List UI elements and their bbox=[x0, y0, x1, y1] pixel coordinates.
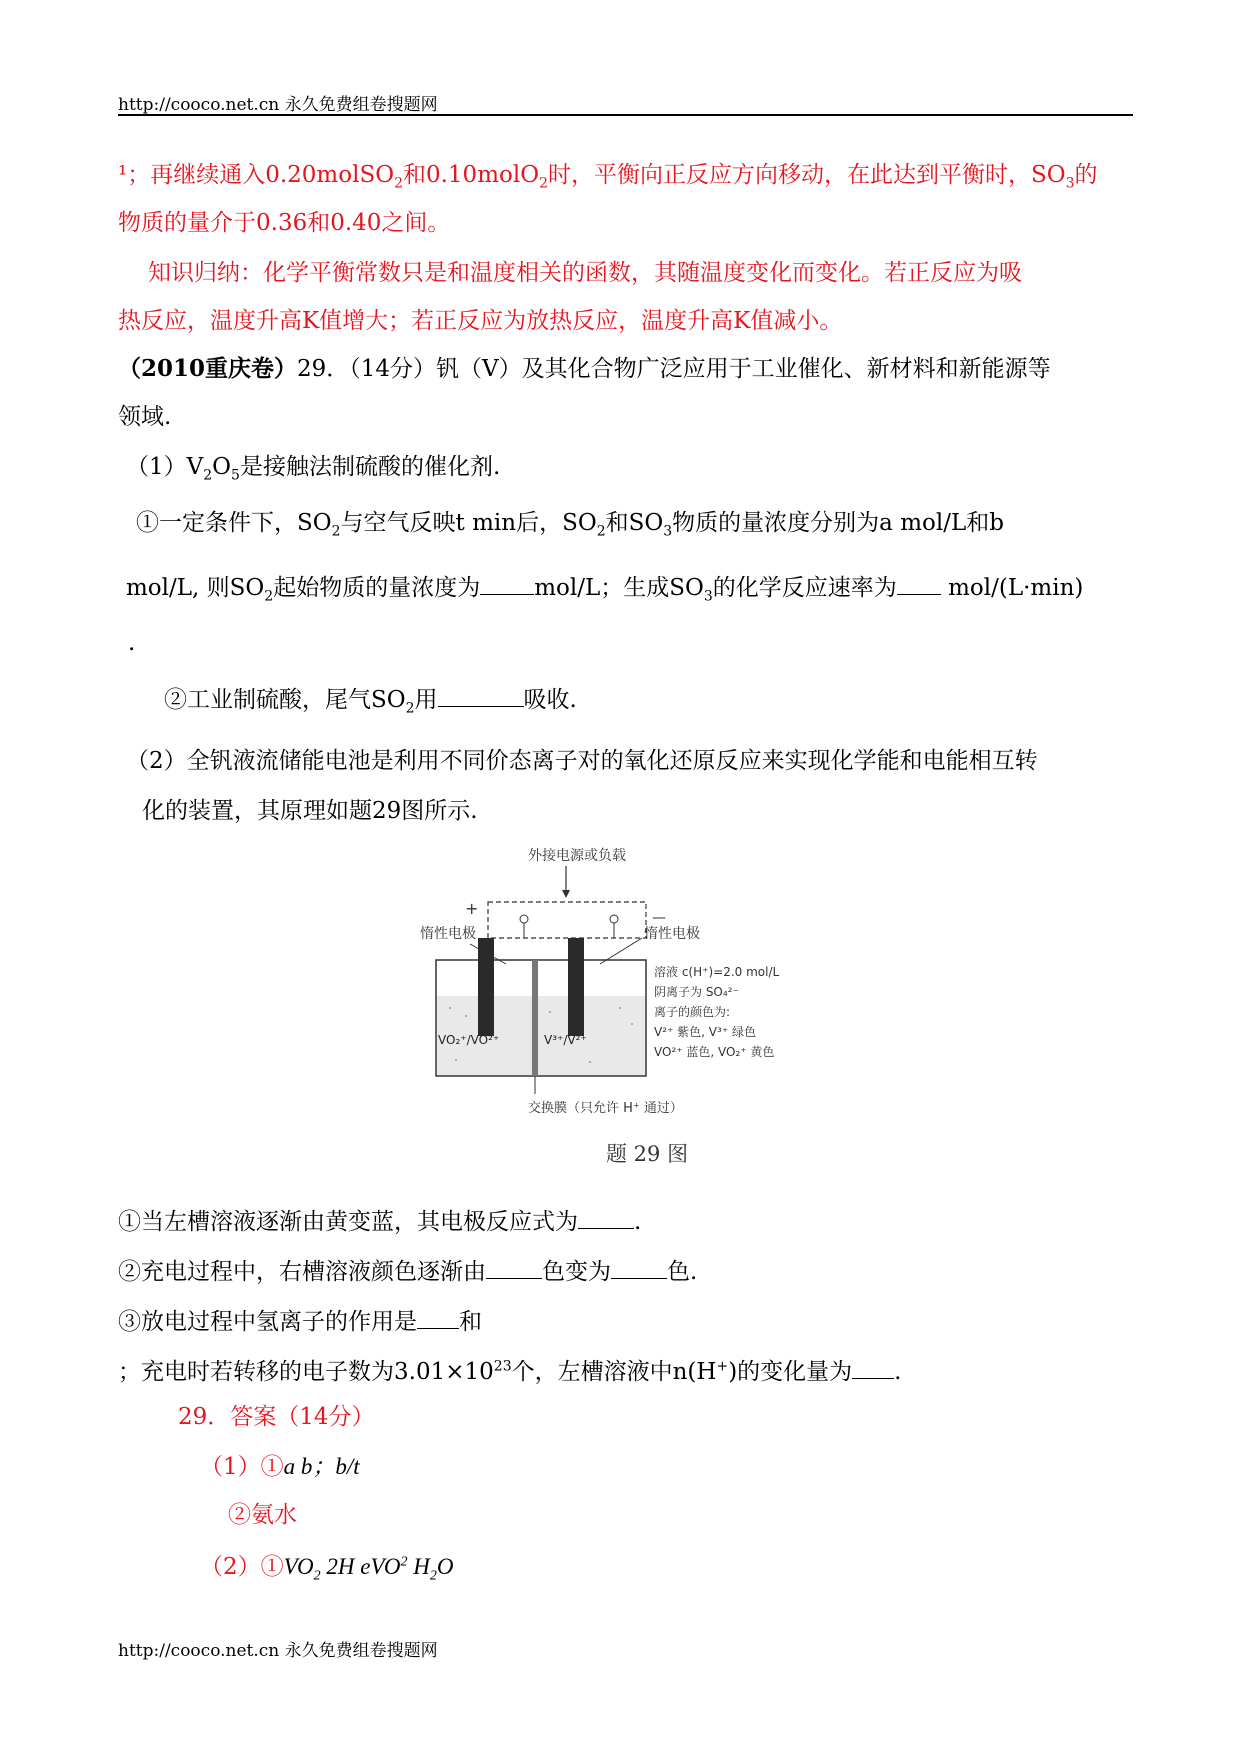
sub-question-3: ③放电过程中氢离子的作用是 和 bbox=[118, 1306, 482, 1337]
exchange-membrane bbox=[532, 960, 538, 1076]
answer-blank[interactable] bbox=[438, 684, 524, 707]
question-2-line-2: 化的装置，其原理如题29图所示. bbox=[142, 798, 478, 824]
plus-terminal: + bbox=[465, 899, 479, 918]
left-electrode bbox=[478, 938, 494, 1036]
solution-info-1: 溶液 c(H⁺)=2.0 mol/L bbox=[654, 965, 780, 979]
external-source-label: 外接电源或负载 bbox=[528, 848, 626, 864]
page-header: http://cooco.net.cn 永久免费组卷搜题网 bbox=[118, 95, 438, 115]
solution-info-3: 离子的颜色为: bbox=[654, 1005, 731, 1019]
answer-1-2: ②氨水 bbox=[228, 1502, 297, 1528]
answer-blank[interactable] bbox=[486, 1256, 542, 1279]
solution-info-2: 阴离子为 SO₄²⁻ bbox=[654, 985, 739, 999]
question-1-1-line-2: mol/L, 则$SO_2$起始物质的量浓度为 mol/L；生成$SO_3$的化学反应速率为 mol/(L·min) bbox=[126, 572, 1083, 603]
answer-blank[interactable] bbox=[578, 1206, 634, 1229]
external-load-box bbox=[488, 902, 646, 938]
knowledge-note-line-1: 知识归纳：化学平衡常数只是和温度相关的函数，其随温度变化而变化。若正反应为吸 bbox=[148, 260, 1022, 286]
answer-2-1: $(2)①VO_2$ 2H eVO$^2$ $H_2O$ bbox=[200, 1554, 454, 1584]
left-tank-ions: VO₂⁺/VO²⁺ bbox=[438, 1033, 500, 1047]
figure-caption: 题 29 图 bbox=[606, 1142, 689, 1166]
answer-continuation-line-1: ¹；再继续通入0.20molSO$_2$和0.10molO$_2$时，平衡向正反应方向移动，在此达到平衡时，$SO_3$的 bbox=[118, 162, 1098, 192]
left-electrode-label: 惰性电极 bbox=[420, 926, 476, 942]
header-rule bbox=[118, 114, 1133, 116]
membrane-label: 交换膜（只允许 H⁺ 通过） bbox=[528, 1101, 683, 1116]
minus-terminal: — bbox=[652, 910, 666, 926]
solution-info-5: VO²⁺ 蓝色, VO₂⁺ 黄色 bbox=[654, 1045, 775, 1059]
problem-source: （2010重庆卷） bbox=[118, 355, 298, 382]
question-1-1-dot: . bbox=[128, 630, 136, 656]
question-1: $(1)V_2O_5$是接触法制硫酸的催化剂. bbox=[126, 454, 501, 484]
sub-question-1: ①当左槽溶液逐渐由黄变蓝，其电极反应式为 . bbox=[118, 1206, 641, 1237]
sub-question-2: ②充电过程中，右槽溶液颜色逐渐由 色变为 色. bbox=[118, 1256, 697, 1287]
solution-info-4: V²⁺ 紫色, V³⁺ 绿色 bbox=[654, 1025, 756, 1039]
problem-title-line-1: （2010重庆卷）29．（14分）钒（V）及其化合物广泛应用于工业催化、新材料和新能源等 bbox=[118, 355, 1051, 382]
answer-blank[interactable] bbox=[611, 1256, 667, 1279]
answer-blank[interactable] bbox=[852, 1356, 894, 1379]
right-tank-ions: V³⁺/V²⁺ bbox=[544, 1033, 587, 1047]
answer-title: 29．答案（14分） bbox=[178, 1404, 375, 1430]
answer-1-1: （1）①a b；b/t bbox=[200, 1454, 360, 1480]
answer-continuation-line-2: 物质的量介于0.36和0.40之间。 bbox=[118, 210, 451, 236]
question-1-2: ②工业制硫酸，尾气$SO_2$用 吸收. bbox=[164, 684, 577, 715]
answer-blank[interactable] bbox=[417, 1306, 459, 1329]
right-electrode bbox=[568, 938, 584, 1036]
answer-blank[interactable] bbox=[480, 572, 534, 595]
sub-question-4: ；充电时若转移的电子数为$3.01\times 10^{23}$个，左槽溶液中n(H+)的变化量为 . bbox=[118, 1356, 901, 1387]
knowledge-note-line-2: 热反应，温度升高K值增大；若正反应为放热反应，温度升高K值减小。 bbox=[118, 308, 843, 334]
question-1-1-line-1: ①一定条件下，$SO_2$与空气反映t min后，$SO_2$和$SO_3$物质的量浓度分别为a mol/L和b bbox=[136, 510, 1004, 540]
page-footer: http://cooco.net.cn 永久免费组卷搜题网 bbox=[118, 1641, 438, 1661]
flow-battery-diagram bbox=[420, 846, 870, 1118]
right-electrode-label: 惰性电极 bbox=[644, 926, 700, 942]
answer-blank[interactable] bbox=[897, 572, 941, 595]
problem-title-line-2: 领域. bbox=[118, 404, 172, 430]
question-2-line-1: （2）全钒液流储能电池是利用不同价态离子对的氧化还原反应来实现化学能和电能相互转 bbox=[126, 748, 1038, 774]
